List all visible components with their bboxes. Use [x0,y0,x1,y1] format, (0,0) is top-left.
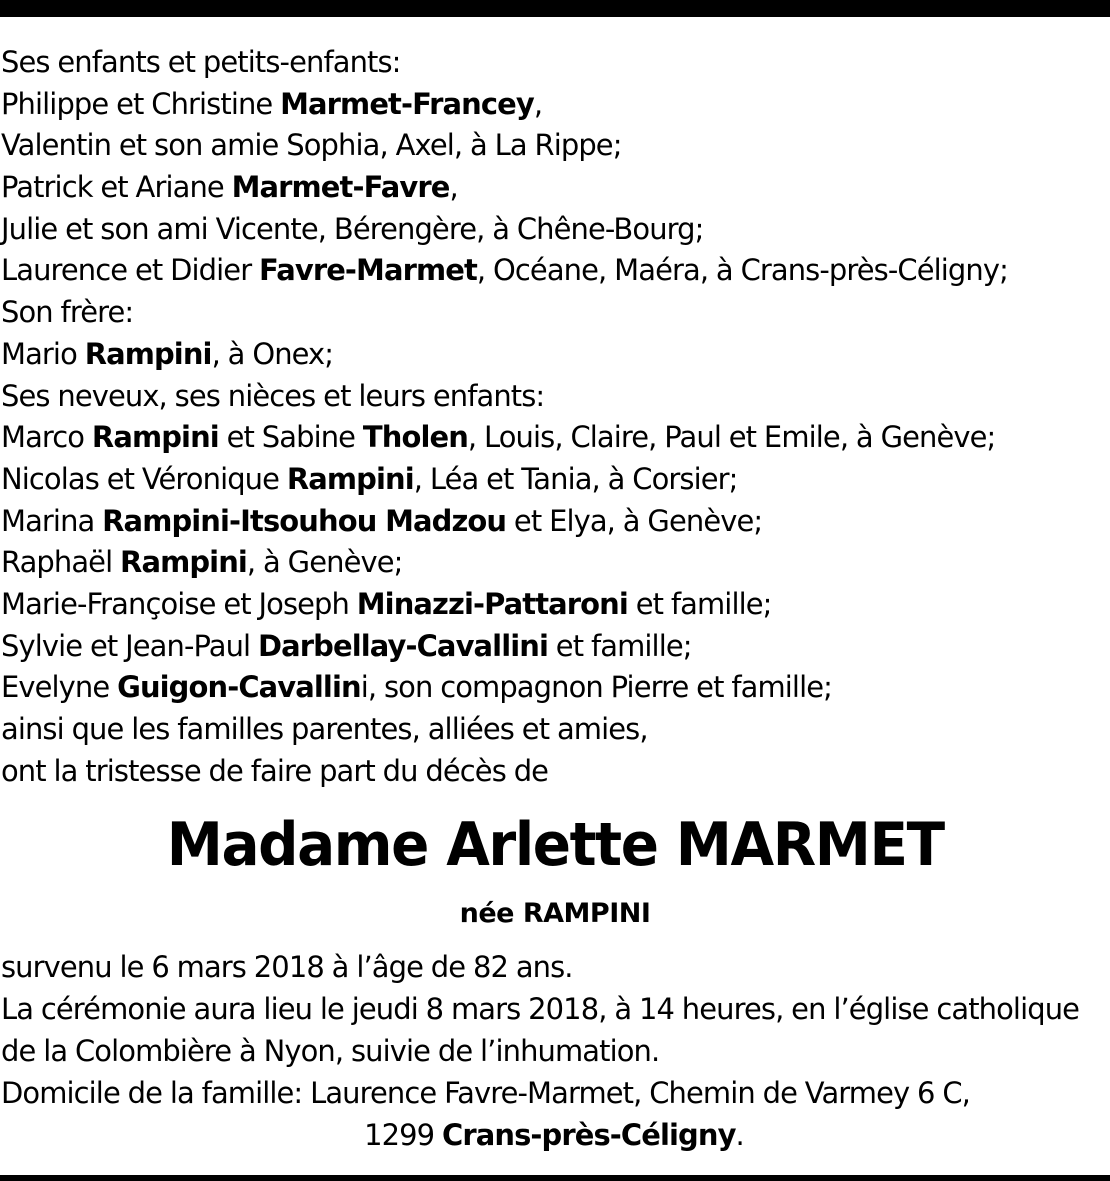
family-line: ont la tristesse de faire part du décès de [1,753,549,788]
family-line: Marina Rampini-Itsouhou Madzou et Elya, à Genève; [1,503,763,538]
family-line: Laurence et Didier Favre-Marmet, Océane, Maéra, à Crans-près-Céligny; [1,253,1008,288]
family-line: Raphaël Rampini, à Genève; [1,545,403,580]
top-rule [0,0,1110,17]
detail-line: Domicile de la famille: Laurence Favre-Marmet, Chemin de Varmey 6 C, [1,1076,970,1110]
family-line: Ses neveux, ses nièces et leurs enfants: [1,378,545,413]
detail-line: survenu le 6 mars 2018 à l’âge de 82 ans. [1,950,573,984]
family-line: Philippe et Christine Marmet-Francey, [1,86,543,121]
family-line: Marie-Françoise et Joseph Minazzi-Pattaroni et famille; [1,586,772,621]
deceased-name: Madame Arlette MARMET [166,810,944,880]
detail-line: de la Colombière à Nyon, suivie de l’inhumation. [1,1034,660,1068]
maiden-name: née RAMPINI [459,898,651,929]
family-line: Nicolas et Véronique Rampini, Léa et Tania, à Corsier; [1,461,738,496]
family-line: Evelyne Guigon-Cavallini, son compagnon Pierre et famille; [1,670,832,705]
family-list [1,42,1109,792]
family-line: Ses enfants et petits-enfants: [1,45,401,79]
family-line: Valentin et son amie Sophia, Axel, à La Rippe; [1,128,622,163]
address-line: 1299 Crans-près-Céligny. [364,1118,744,1152]
details-block [1,946,1109,1156]
family-line: Mario Rampini, à Onex; [1,336,334,371]
bottom-rule [0,1175,1110,1181]
family-line: Son frère: [1,295,134,330]
family-line: Marco Rampini et Sabine Tholen, Louis, Claire, Paul et Emile, à Genève; [1,420,996,455]
family-line: Sylvie et Jean-Paul Darbellay-Cavallini et famille; [1,628,692,663]
family-line: Julie et son ami Vicente, Bérengère, à Chêne-Bourg; [1,211,704,246]
detail-line: La cérémonie aura lieu le jeudi 8 mars 2018, à 14 heures, en l’église catholique [1,992,1080,1026]
family-line: Patrick et Ariane Marmet-Favre, [1,170,458,205]
family-line: ainsi que les familles parentes, alliées et amies, [1,712,648,746]
